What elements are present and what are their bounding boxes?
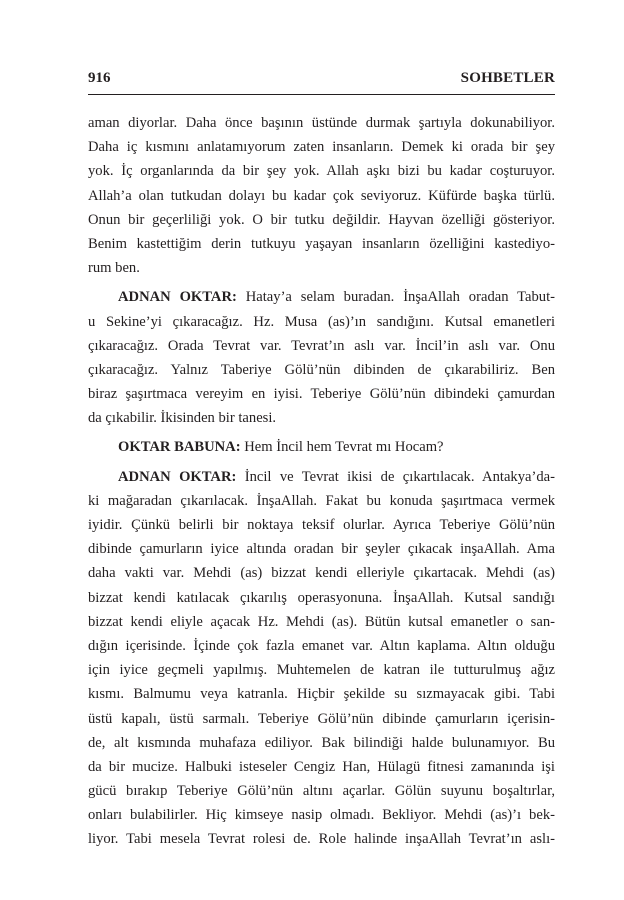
- text-line: Onun bir geçerliliği yok. O bir tutku değildir. Hayvan özelliği gösteriyor.: [88, 211, 555, 228]
- paragraph: [88, 465, 555, 852]
- speaker-label: ADNAN OKTAR:: [118, 289, 237, 306]
- text-line: bizzat kendi katılacak çıkarılış operasyonuna. İnşaAllah. Kutsal sandığı: [88, 589, 555, 606]
- text-line: liyor. Tabi mesela Tevrat rolesi de. Role halinde inşaAllah Tevrat’ın aslı-: [88, 831, 555, 848]
- page-number: 916: [88, 70, 111, 86]
- text-line: bizzat kendi eliyle açacak Hz. Mehdi (as). Bütün kutsal emanetler o san-: [88, 613, 555, 630]
- text-line-content: Hem İncil hem Tevrat mı Hocam?: [240, 439, 444, 456]
- text-line: üstü kapalı, üstü sarmalı. Teberiye Gölü’nün dibinde çamurların içerisin-: [88, 710, 555, 727]
- text-line: biraz şaşırtmaca vereyim en iyisi. Teberiye Gölü’nün dibindeki çamurdan: [88, 386, 555, 403]
- text-line: daha vakti var. Mehdi (as) bizzat kendi elleriyle çıkartacak. Mehdi (as): [88, 565, 555, 582]
- text-line: aman diyorlar. Daha önce başının üstünde durmak şartıyla dokunabiliyor.: [88, 115, 555, 131]
- text-line: [88, 435, 555, 459]
- text-line: u Sekine’yi çıkaracağız. Hz. Musa (as)’ın sandığını. Kutsal emanetleri: [88, 313, 555, 330]
- text-line: gücü bırakıp Teberiye Gölü’nün altını açarlar. Gölün suyunu boşaltırlar,: [88, 783, 555, 800]
- header-rule: [88, 94, 555, 95]
- speaker-label: OKTAR BABUNA:: [118, 439, 241, 456]
- running-title: SOHBETLER: [460, 70, 555, 86]
- text-line: [88, 285, 555, 309]
- text-line: da çıkabilir. İkisinden bir tanesi.: [88, 410, 277, 427]
- paragraph: [88, 435, 555, 459]
- body-text: [88, 111, 555, 852]
- speaker-label: ADNAN OKTAR:: [118, 468, 237, 485]
- text-line: yok. İç organlarında da bir şey yok. Allah aşkı bizi bu kadar coşturuyor.: [88, 163, 555, 180]
- paragraph: [88, 111, 555, 280]
- text-line: Allah’a olan tutkudan dolayı bu kadar çok seviyoruz. Küfürde başka türlü.: [88, 187, 555, 204]
- text-line: ki mağaradan çıkarılacak. İnşaAllah. Fakat bu konuda şaşırtmaca vermek: [88, 492, 555, 509]
- paragraph: [88, 285, 555, 430]
- text-line: için iyice geçmeli yapılmış. Muhtemelen de katran ile tutturulmuş ağız: [88, 662, 555, 679]
- text-line: Daha iç kısmını anlatamıyorum zaten insanların. Demek ki orada bir şey: [88, 139, 555, 156]
- text-line: iyidir. Çünkü belirli bir noktaya teksif olurlar. Ayrıca Teberiye Gölü’nün: [88, 517, 555, 533]
- text-line: dığın içerisinde. İçinde çok fazla emanet var. Altın kaplama. Altın olduğu: [88, 637, 555, 654]
- text-line: de, alt kısmında muhafaza ediliyor. Bak bilindiği halde bulunamıyor. Bu: [88, 734, 555, 751]
- text-line: kısmı. Balmumu veya katranla. Hiçbir şekilde su sızmayacak gibi. Tabi: [88, 686, 555, 703]
- text-line: çıkaracağız. Orada Tevrat var. Tevrat’ın aslı var. İncil’in aslı var. Onu: [88, 337, 555, 354]
- text-line-content: Hatay’a selam buradan. İnşaAllah oradan Tabut-: [236, 289, 555, 306]
- text-line-content: İncil ve Tevrat ikisi de çıkartılacak. Antakya’da-: [236, 468, 555, 485]
- page-header: [88, 68, 555, 88]
- text-line: onları bulabilirler. Hiç kimseye nasip olmadı. Bekliyor. Mehdi (as)’ı bek-: [88, 807, 555, 824]
- text-line: da bir mucize. Halbuki isteseler Cengiz Han, Hülagü fitnesi zamanında işi: [88, 758, 555, 775]
- text-line: dibinde çamurların iyice altında oradan bir şeyler çıkacak inşaAllah. Ama: [88, 541, 555, 558]
- text-line: rum ben.: [88, 260, 140, 277]
- text-line: Benim kastettiğim derin tutkuyu yaşayan insanların özelliğini kastediyo-: [88, 235, 555, 252]
- text-line: [88, 465, 555, 489]
- text-line: çıkaracağız. Yalnız Taberiye Gölü’nün dibinden de çıkarabiliriz. Ben: [88, 361, 555, 378]
